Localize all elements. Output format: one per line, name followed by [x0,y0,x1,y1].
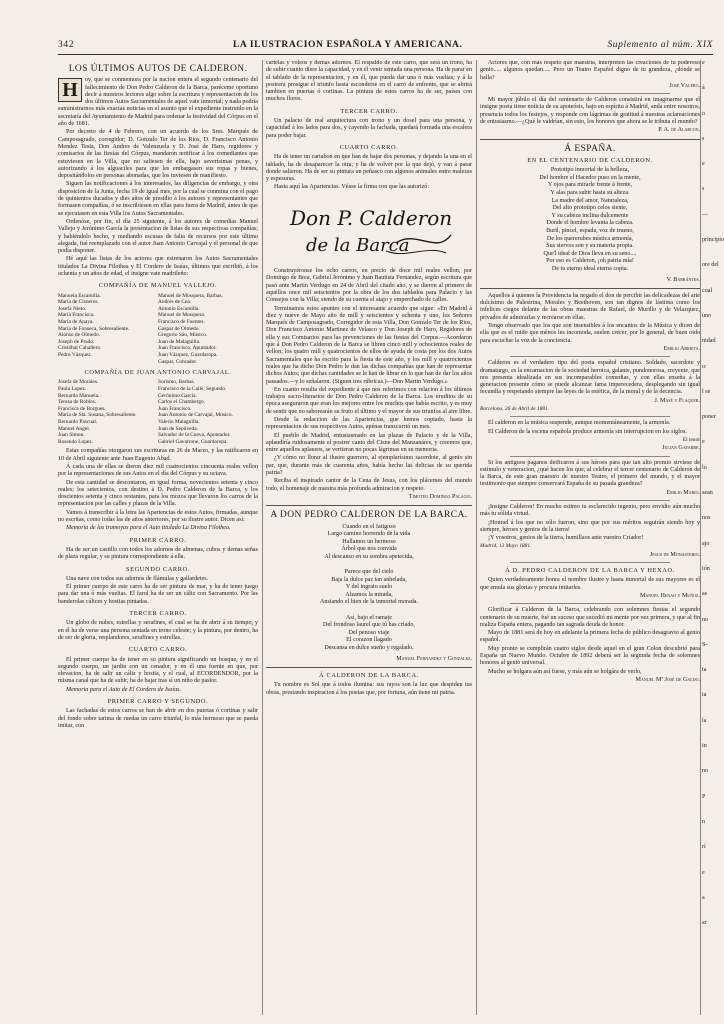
cast-member: Manuela Escamilla. [58,292,101,299]
paragraph: Hé aquí las listas de los actores que estrenaron los Autos Sacramentales titulados La Divina Filothea y El Cordero de Isaías, últimos que escribió, á los ochenta y un años de edad, el insigne vate madrileño: [58,256,258,278]
cast-member: Teresa de Robles. [58,399,97,406]
section-heading: Á CALDERON DE LA BARCA. [319,671,419,679]
cast-list [58,379,258,445]
poem-line: De los quererubes mística armonía, [546,235,634,242]
poem-line: Al descanso en su sombra apetecida, [324,553,414,560]
paragraph: cartelas y voleos y demas adornos. El respaldo de este carro, que será un trono, ha de subir cuanto diere la capacidad, y en él venir sentada una persona. Ha de parar en el tablado de la representacion, y en él, que pueda dar una ó más vueltas; y á la postrera prosigue el triunfo hasta esconderse en el carro de enfrente, que se abrirá tambien en puertas ó cortinas. La pintura de estos carros ha de ser, países con muchos flores. [266,60,472,103]
author-signature: Manuel Fernandez y Gonzalez. [396,655,472,662]
column-divider [476,60,477,1015]
drop-cap: H [58,78,82,102]
poem-line: Prototipo inmortal de la belleza, [550,167,630,174]
cast-member: Manuel de Mosquera, Barbas. [158,292,223,299]
paragraph: Reciba el inspirado cantor de la Cena de Jesus, con los plácemes del mundo todo, el homenaje de nuestra más profunda admiracion y respeto. [266,478,472,492]
paragraph: Desde la redaccion de las Apariencias, que hemos copiado, hasta la representacion de sus respectivos Autos, apénas transcurrió un mes. [266,416,472,431]
poem-heading: A DON PEDRO CALDERON DE LA BARCA. [270,510,468,521]
poem-line: Donde el hombre levanta la cabeza. [546,220,634,227]
paragraph: Una nave con todos sus adornos de flámulas y gallardetes. [66,575,209,582]
poem-line: Y ojos para mirarle frente á frente, [547,182,633,189]
edge-fragment: as [702,591,708,598]
paragraph: Ha de tener un cartabon en que han de bajar dos personas, y dejando la una en el tablado, ha de desaparecer la otra; y ha de volver por la que dejó, y van á parar donde salieron. Ha de ser su pintura un peñasco con algunos animales entre malezas y espesuras. [266,154,472,183]
cast-member: Carlos el Chambergo. [158,399,206,406]
paragraph: El primer cuerpo de este carro ha de ser pintura de mar, y ha de tener juego para dar una ó más vueltas. El farol ha de ser un cáliz con Sacramento. Por las banderolas cálices y hostias pintadas. [58,584,258,605]
paragraph: ¡Honrad á los que no sólo fueron, sino que por sus méritos seguirán siendo hoy y siempre, héroes y genios de la tierra! [480,519,700,533]
cast-member: Gabriel Gavarrone, Guardaropa. [158,438,228,445]
cast-member: María Francisca. [58,312,95,319]
cast-member: María de Sta. Susana, Sobresaliente. [58,412,137,419]
separator [510,416,670,417]
cast-column-right [158,379,258,445]
poem-line: Cuando en el fatigoso [342,523,396,530]
paragraph: Estas compañías otorgaron sus escrituras en 26 de Marzo, y las ratificaron en 10 de Abril siguiente ante Juan Eugenio Abad. [58,448,258,462]
poem-line: Del frondoso laurel que tú has criado, [323,622,415,629]
author-signature: Julian Gayarre. [662,445,700,452]
paragraph: Memoria de las tramoyas para el Auto titulado La Divina Filothea. [66,525,231,532]
paragraph: De esta cantidad se descontaron, en igual forma, novecientos setenta y cinco reales; los setecientos, con destino á D. Pedro Calderon de la Barca, y los doscientos setenta y cinco restantes, para los mozos que llevaron los carros de la representacion por las calles y plazas de la Villa. [58,479,258,508]
paragraph: Las fachadas de estos carros se han de abrir en dos puertas ó cortinas y salir del fondo sobre tarima de ruedas un carro triunfal, lo más hermoso que se pueda imitar, con [58,708,258,729]
edge-fragment: ía [702,717,707,724]
author-signature: J. Masé y Flaquer. [654,397,700,404]
article-heading: LOS ÚLTIMOS AUTOS DE CALDERON. [68,64,248,74]
edge-fragment: ión [702,565,710,572]
poem-line: Y del ingrato suelo [345,584,393,591]
edge-fragment: e [702,439,705,446]
cast-member: Manuel de Mosquera. [158,312,206,319]
cast-member: Andrés de Cea. [158,299,192,306]
edge-fragment: P [702,793,706,800]
cast-column-left [58,293,158,366]
cast-member: Juan Simon. [58,432,85,439]
section-label: TERCER CARRO. [129,610,187,618]
separator [510,500,670,501]
paragraph: Ha de ser un castillo con todos los adornos de almenas, cubos y demas señas de plaza regular, y su pintura correspondiente á ella. [58,546,258,561]
cast-member: Bernarda Manuela. [58,392,100,399]
cast-member: María de Cisneros. [58,299,99,306]
section-rule [480,139,700,140]
adjacent-page-edge [702,60,724,1020]
company-title: COMPAÑÍA DE MANUEL VALLEJO. [98,282,218,290]
poem-line [266,562,472,570]
paragraph: Aquellos á quienes la Providencia ha negado el don de percibir las delicadezas del arte dulcísimo de Palestrina, Morales y Beethoven, son tan dignos de lástima como los infelices ciegos delante de las obras maestras de Rafael, de Murillo y de Velazquez, privados de admirarlas y recrearse en ellas. [480,292,700,321]
page-header [58,40,713,54]
edge-fragment: poner [702,414,716,421]
svg-text:Don P. Calderon: Don P. Calderon [290,205,453,230]
cast-member: Joseph de Prado. [58,338,95,345]
cast-member: Josefa Nieto. [58,305,87,312]
paragraph: Memoria para el Auto de El Cordero de Isaías. [66,686,182,693]
paragraph: Ordenóse, por fin, el día 25 siguiente, á los autores de comedias Manuel Vallejo y Jerónimo García la presentacion de listas de sus respectivas compañías; y habiéndolo hecho, y mediando escusas de falta de recursos por este último alegada, fué reemplazado con el autor Juan Antonio Carvajal y el personal de que podía disponer. [58,218,258,255]
poem-line: Largo camino horrendo de la vida [327,531,411,538]
poem-line: Descansa en dulce sueño y regalado. [324,645,414,652]
edge-fragment: e [702,60,705,66]
cast-list [58,293,258,366]
cast-member: Gaspar, Cobrador. [158,358,198,365]
cast-column-left [58,379,158,445]
edge-fragment: sean [702,490,713,497]
author-signature: Jesus de Monasterio. [649,551,700,558]
paragraph: Construyéronse los ocho carros, en precio de doce mil reales vellon, por Domingo de Brea, Gabriel Jerónimo y Juan Bautista Fernandez, según escritura que pasó ante Martin Verdugo en 24 de Abril del citado año, y se dieron al primero de aquéllos once mil seiscientos por la obra de los dos tablados para Palacio y las Consejos con la Villa; siendo de su cuenta el atajo y emperchado de calles. [266,268,472,304]
poem-line: Árbol que nos convida [341,546,397,553]
cast-member: Juan Vázquez, Guardaropa. [158,351,218,358]
cast-member: Francisco de Fuentes. [158,318,205,325]
column-divider [700,60,701,1015]
edge-fragment: in [702,743,707,750]
edge-fragment: no [702,616,709,623]
author-signature: Emilio Arrieta. [663,345,700,352]
cast-member: Josefa de Morales. [58,379,99,386]
cast-member: Sorismo, Barbas. [158,379,195,386]
column-divider [262,60,263,1015]
poem-line: Y su cabeza inclina dulcemente [551,212,629,219]
paragraph: Glorificar á Calderon de la Barca, celebrando con solemnes fiestas el segundo centenario de su muerte, fué un suceso que sucedió mi mente por vez primera, y que al fin realiza España entera, pagando tan sagrada deuda de honor. [480,607,700,628]
cast-member: María de Anaya. [58,318,94,325]
author-signature: V. Barrántes. [666,276,700,283]
author-signature: Timoteo Domingo Palacio. [408,493,472,500]
poem-line: Baja la dulce paz tan anhelada, [331,576,407,583]
separator [510,456,670,457]
intro-paragraph: H oy, que se conmemora por la nacion entera el segundo centenario del fallecimiento de Don Pedro Calderon de la Barca, paréceme oportuno decir á nuestros lectores algo sobre la escritura y representacion de los dos últimos Autos Sacramentales de aquel vate inmortal; y nada podria suministrarnos más exactas noticias en el asunto que el expediente instruido en la secretaría del Ayuntamiento de Madrid para ordenar la festividad del Córpus en el año de 1681. [58,77,258,128]
section-label: TERCER CARRO. [340,107,398,115]
cast-member: Juan de Sepúveda. [158,425,198,432]
paragraph: Un globo de nubes, estrellas y serafines, el cual se ha de abrir á su tiempo, y en él ha de verse una persona sentada en trono celeste; y la pintura, por dentro, ha de ser de gloria, resplandores, serafines y estrellas. [58,620,258,641]
cast-member: María de Fonseca, Sobresaliente. [58,325,130,332]
edge-fragment: ajo [702,540,710,547]
cast-member: Juan de Malaguilla. [158,338,201,345]
edge-fragment: nidad [702,338,716,345]
edge-fragment: á [702,85,705,92]
edge-fragment: cual [702,287,713,294]
poem-line [266,607,472,615]
poem-line: Y alas para subir hasta su alteza. [550,190,630,197]
paragraph: Tu nombre es Sol que á todos ilumina: sus rayos son la luz que despiden tus obras, prestando inspiracion á los poetas que, por fortuna, aún tiene mi patria. [266,682,472,696]
edge-fragment: ar [702,920,707,927]
edge-fragment: o [702,110,706,117]
author-role: El tenor [682,436,700,443]
cast-member: Juan Francisco. [158,405,192,412]
poem-line: Buril, pincel, espada, voz de trueno, [546,228,634,235]
paragraph: Á cada una de ellas se dieron diez mil cuatrocientos cincuenta reales vellon por la representaciones de sus Autos en el día del Córpus y su octava. [58,463,258,478]
separator [510,603,670,604]
poem [266,524,472,653]
author-signature: José Valero. [669,82,700,89]
edge-fragment: a [702,894,705,901]
edge-fragment: uno [702,312,712,319]
poem-line: Así, bajo el ramaje [345,614,393,621]
edge-fragment: s [702,186,705,193]
cast-member: Juan Antonio de Carvajal, Músico. [158,412,233,419]
cast-member: Salvador de la Cueva, Apuntador. [158,432,231,439]
cast-member: Manuel Angel. [58,425,91,432]
section-label: CUARTO CARRO. [128,646,188,654]
poem-line: Por eso es Calderon, ¡oh patria mía! [546,258,634,265]
edge-fragment: e [702,161,705,168]
poem-line: La madre del amor, Naturaleza, [551,197,629,204]
paragraph: Por decreto de 4 de Febrero, con un acuerdo de los Sres. Marqués de Camposagrado, corregidor; D. Gonzalo Ter de los Rios, D. Francisco Antonio Mendez Testa, Don Andres de Valenzuela y D. José de Haro, regidores y comisarios de las fiestas del Córpus, mandaron notificar á los comediantes que estuviesen en la Villa, que no saliesen de ella, bajo severísimas penas, y autorizando á los alguaciles para que les embargasen sus ropas y bienes, depositándolos en personas abonadas, que los tuviesen de manifiesto. [58,129,258,180]
publication-title: LA ILUSTRACION ESPAÑOLA Y AMERICANA. [233,40,463,50]
author-signature: Emilio Mario. [666,489,700,496]
separator [510,356,670,357]
section-rule [266,667,472,668]
author-signature: Manuel Mª José de Galdo. [635,676,700,683]
section-rule [266,505,472,506]
column-2 [266,60,472,1020]
paragraph: Mucho se holgara aún así fuese, y más aún se holgára de verlo, [488,668,642,675]
poem-line: Ansiando el bien de la inmortal morada. [320,599,418,606]
paragraph: El primer cuerpo ha de tener en su pintura significando un bosque, y en el segundo cuerpo, un jardin con un cenador, y en él una fuente en que, por elevacion, ha de salir un cáliz y hostia, y el cual, al ECORDENDOR, por la misma canal que ha de subir, ha de bajar tras sí un niño de pastor. [58,656,258,685]
cast-member: Juan Francisco, Apuntador. [158,345,217,352]
column-3 [480,60,700,1020]
poem-line: Del alto prototipo celos siente, [552,205,628,212]
calderon-signature [276,199,456,259]
company-title: COMPAÑÍA DE JUAN ANTONIO CARVAJAL. [84,369,232,377]
poem-line: Hallamos un hermoso [342,538,396,545]
supplement-label: Suplemento al núm. XIX [607,40,713,50]
cast-member: Gaspar de Olmedo. [158,325,200,332]
edge-fragment: ta [702,692,707,699]
edge-fragment: l se [702,388,711,395]
paragraph: Si los antiguos paganos deificaron á sus héroes para que tan alto premio sirviese de estímulo y veneracion, ¿qué hacen los que, al celebrar el tercer centenario de Calderon de la Barca, de este gran maestro de nuestro Teatro, el primero del mundo, y el mayor testimonio que siempre conservará España de su pasada grandeza? [480,459,700,488]
cast-member: Paula Lopez. [58,386,87,393]
paragraph: En cuanto resulta del expediente á que nos referimos con relacion á los últimos trabajos sacro-literarios de Don Pedro Calderon de la Barca. Los eruditos de su época aseguraron que eran los mejores entre los muchos que había escrito, y es muy de sentir que no saborearán su fruto el último y el mayor de sus triunfos al aire libre. [266,386,472,415]
edge-fragment: ta [702,667,707,674]
poem-line: Que'l ideal de Dios lleva en su seno.... [543,250,637,257]
paragraph: Quien verdaderamente honra el nombre ilustre y hasta inmortal de sus mayores es el que emula sus glorias y procura imitarles. [480,577,700,591]
paragraph: Hasta aquí las Apariencias. Véase la firma con que las autorizó: [274,184,430,191]
edge-fragment: principio [702,237,724,244]
paragraph: Tengo observado que los que son insensibles á los encantos de la Música y dicen de ella que es el ruido que ménos les incomoda, suelen crecer, por lo general, de buen oido para escuchar la voz de la conciencia. [480,323,700,344]
paragraph: Calderon es el verdadero tipo del poeta español cristiano. Soldado, sacerdote y dramaturgo, es la encarnacion de la sociedad heroica, galante, pundonorosa, creyente, que nos presenta idealizada en sus incomparables comedias, y con ellas enseña á la generacion presente cómo se puede alcanzar fama imperecedera, desplegando sin igual fecundia y respetando siempre las leyes de la estética, de la moral y de la decencia. [480,360,700,396]
cast-member: Alonso de Olmedo. [58,332,101,339]
paragraph: ¡Y vosotros, genios de la tierra, humillaos ante vuestro Criador! [488,535,644,542]
edge-fragment: e [702,869,705,876]
paragraph: ¡Insigne Calderon! En mucho estimo tu esclarecido ingenio, pero envidio aún mucho más tu sólida virtud. [480,504,700,518]
cast-member: Cristóbal Caballero. [58,345,102,352]
edge-fragment: ore del [702,262,719,269]
author-signature: Manuel Henao y Muñoz. [640,592,700,599]
cast-member: Francisco de la Calle, Segundo. [158,386,227,393]
edge-fragment: lo [702,464,707,471]
section-label: CUARTO CARRO. [339,143,399,151]
cast-member: Francisca de Borgues. [58,405,106,412]
cast-member: Antonio Escamilla. [158,305,200,312]
dateline: Madrid, 13 Mayo 1881. [480,543,532,550]
section-label: SEGUNDO CARRO. [125,565,191,573]
page-number: 342 [58,40,75,50]
paragraph: Muy pronto se cumplirán cuatro siglos desde aquel en el gran Colon descubrió para España un Nuevo Mundo. Octubre de 1892 deberá ser la segunda fecha de solemnes honores al genio universal. [480,645,700,667]
paragraph: El Calderon de la escena española produce armonía sin interrupcion en los siglos. [488,428,687,435]
paragraph: ¿Y cómo no llorar al ilustre guerrero, al ejemplarísimo sacerdote, al genio sin par, que, durante más de cuarenta años, había hecho las delicias de su querida patria? [266,455,472,477]
paragraph: Vamos á transcribir á la letra las Apariencias de estos Autos, firmadas, aunque no escritas, como todas las de años anteriores, por su ilustre autor. Dicen así: [58,509,258,524]
section-label: PRIMER CARRO Y SEGUNDO. [107,697,209,705]
poem-line: De tu eterno ideal eterna copia. [551,265,629,272]
edge-fragment: rí [702,844,706,851]
paragraph: Siguen las notificaciones á los interesados, las diligencias de embargo, y otra disposicion de la Junta, fecha 19 de igual mes, por la cual se conmina con el pago de quinientos ducados y dies años de presidio á los autores y representantes que formasen compañías, ó se inscribiesen en ellas para fuera de Madrid, ántes de que se ejecutasen en esta Villa los Autos Sacramentales. [58,181,258,217]
dateline: Barcelona, 26 de Abril de 1881. [480,406,550,413]
poem-subheading: EN EL CENTENARIO DE CALDERON. [527,156,653,164]
edge-fragment: o: [702,363,707,370]
cast-member: Bernardo Pascual. [58,419,98,425]
paragraph: El pueblo de Madrid, entusiasmado en las plazas de Palacio y de la Villa, aplaudiría ruidosamente el postrer canto del Cisne del Manzanáres, y creemos que, entre aquellos aplausos, se vertieran no pocas lágrimas en su memoria. [266,432,472,454]
edge-fragment: no [702,768,709,775]
cast-member: Valerio Malaguilla. [158,419,200,425]
paragraph: El calderon en la música suspende, aunque momentáneamente, la armonía. [488,420,671,427]
header-rule [58,54,713,55]
poem-line: Del penoso viaje [348,629,390,636]
cast-member: Pedro Vázquez. [58,351,93,358]
column-1 [58,60,258,1020]
poem-line: El corazon llagado [346,637,392,644]
cast-column-right [158,293,258,366]
paragraph: Mayo de 1881 será de hoy en adelante la primera fecha de público desagravio al genio español. [480,630,700,644]
edge-fragment: s [702,135,705,142]
svg-text:de la Barca: de la Barca [306,234,410,256]
poem-line: Del hombre el Hacedor puso en la mente, [539,174,641,181]
poem-line: Sus siervos son y su materia propia. [546,243,634,250]
paragraph: Terminamos estos apuntes con el interesante acuerdo que sigue: «En Madrid á diez y nueve de Mayo año de mill y seiscientos y ochenta y uno, los Señores Marqués de Camposagrado, Corregidor de esta Villa, Don Gonzalo Ter de los Rios, Don Francisco Antonio Martinez de Velasco y Don Joseph de Haro, Regidores de ella y sus Comisarios para las prevenciones de las fiestas del Corpus.—Acordaron que á Don Pedro Calderon de la Barca se libren cinco mill y ochocientos reales de vellon; los quatro mill y quatrocientos de ellos de ayuda de costa por los dos Autos Sacramentales que ha escrito para la fiesta de este año, y los mill y quatrocientos reales que ha dicho Don Pedro le dan las dichas compañías que han de representar dichos Autos; que dichas cantidades se le han de librar en lo que han de dar los años passados.—y lo señalaron. (Siguen tres rúbricas.)—Don Martin Verdugo.» [266,305,472,385]
cast-member: Gerónimo García. [158,392,197,399]
poem [480,167,700,273]
edge-fragment: nos [702,515,711,522]
edge-fragment: — [702,211,709,218]
author-signature: P. A. de Alarcon. [658,127,700,134]
paragraph: Actores que, con más respeto que maestría, interpreten las creaciones de tu poderoso genio..... algunos quedan..... Pero un Teatro Español digno de tu grandeza, ¿dónde se halla? [480,60,700,81]
poem-line: Parece que del cielo [344,569,394,576]
cast-member: Rosendo Lopez. [58,438,94,445]
section-label: PRIMER CARRO. [129,536,187,544]
poem-heading: Á ESPAÑA. [564,143,616,154]
separator [510,93,670,94]
paragraph: Mi mayor júbilo el día del centenario de Calderon consistirá en imaginarme que el insigne poeta tiene noticia de su apoteósis, bajo en espíritu á Madrid, anda entre nosotros, presencia todos los festejos, y responde con lágrimas de gratitud á nuestras aclamaciones de entusiasmo.—¿Qué le valdrían, sin esto, los honores que ahora se le tributa el mundo? [480,97,700,126]
paragraph: Un palacio de real arquitectura con trono y un dosel para una persona, y capacidad á los lados para dos, y cayendo la fachada, quedará formada una escalera para poder bajar. [266,118,472,139]
cast-member: Gregorio Sáu, Músico. [158,332,208,339]
edge-fragment: n [702,818,706,825]
separator [510,562,670,563]
edge-fragment: S- [702,641,708,648]
section-heading: Á D. PEDRO CALDERON DE LA BARCA Y HEXAO. [505,567,675,575]
section-rule [480,288,700,289]
poem-line: Alzamos la mirada, [345,591,393,598]
